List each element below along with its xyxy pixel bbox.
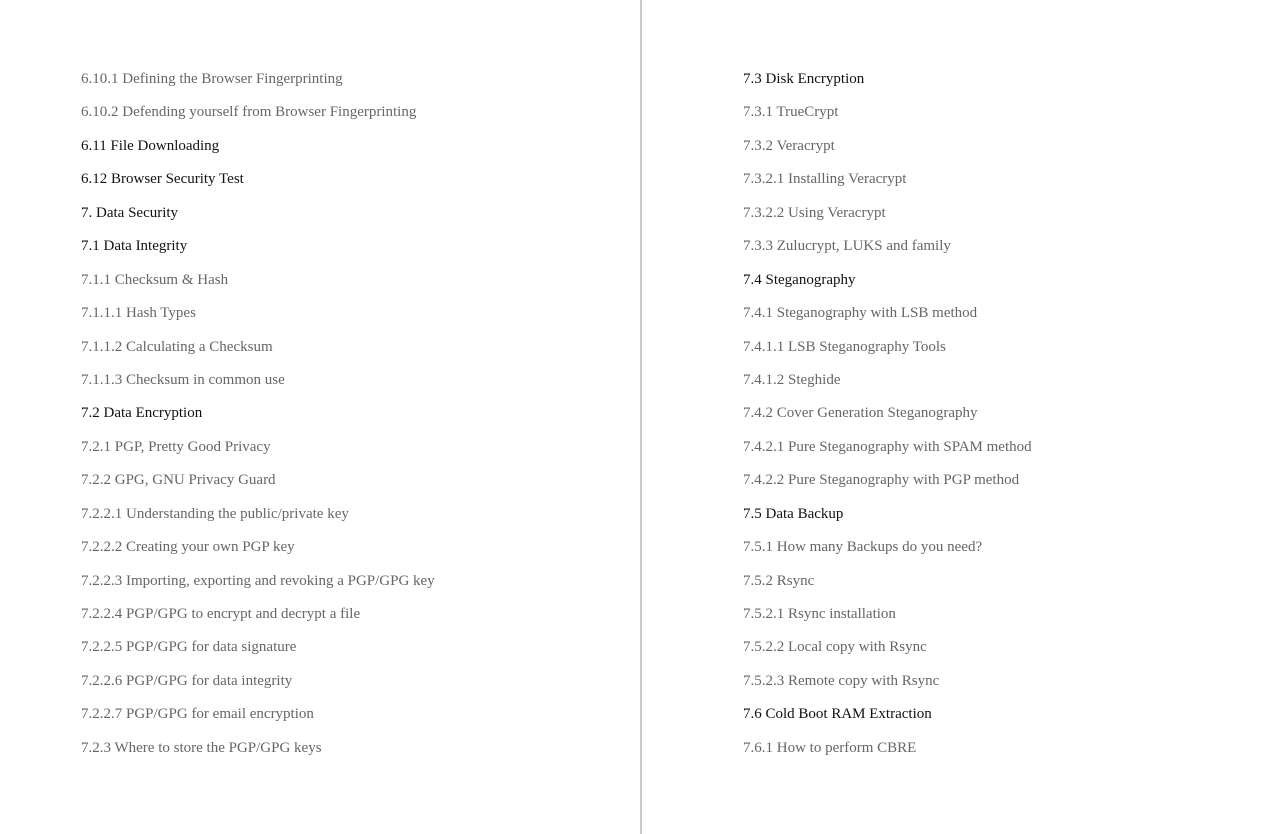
toc-subsection-entry[interactable]: 7.6.1 How to perform CBRE bbox=[743, 739, 917, 756]
toc-subsection-entry[interactable]: 7.2.2.2 Creating your own PGP key bbox=[81, 539, 295, 556]
toc-subsection-entry[interactable]: 7.3.1 TrueCrypt bbox=[743, 104, 839, 121]
toc-section-heading[interactable]: 6.12 Browser Security Test bbox=[81, 171, 244, 188]
page-divider bbox=[640, 0, 642, 834]
toc-left-column bbox=[81, 66, 621, 768]
toc-subsection-entry[interactable]: 7.4.2.1 Pure Steganography with SPAM method bbox=[743, 438, 1032, 455]
toc-subsection-entry[interactable]: 7.4.1 Steganography with LSB method bbox=[743, 305, 978, 322]
toc-subsection-entry[interactable]: 6.10.2 Defending yourself from Browser Fingerprinting bbox=[81, 104, 417, 121]
toc-section-heading[interactable]: 7. Data Security bbox=[81, 204, 179, 221]
toc-subsection-entry[interactable]: 7.2.2.6 PGP/GPG for data integrity bbox=[81, 672, 293, 689]
toc-section-heading[interactable]: 7.2 Data Encryption bbox=[81, 405, 203, 422]
toc-subsection-entry[interactable]: 7.3.2.1 Installing Veracrypt bbox=[743, 171, 907, 188]
toc-subsection-entry[interactable]: 7.2.2.7 PGP/GPG for email encryption bbox=[81, 706, 314, 723]
toc-section-heading[interactable]: 7.6 Cold Boot RAM Extraction bbox=[743, 706, 932, 723]
toc-section-heading[interactable]: 7.4 Steganography bbox=[743, 271, 856, 288]
toc-section-heading[interactable]: 7.3 Disk Encryption bbox=[743, 71, 865, 87]
toc-subsection-entry[interactable]: 7.1.1 Checksum & Hash bbox=[81, 271, 229, 288]
toc-subsection-entry[interactable]: 7.2.2.4 PGP/GPG to encrypt and decrypt a file bbox=[81, 606, 361, 622]
toc-subsection-entry[interactable]: 7.2.2.3 Importing, exporting and revoking a PGP/GPG key bbox=[81, 572, 435, 589]
toc-section-heading[interactable]: 7.1 Data Integrity bbox=[81, 238, 188, 255]
toc-subsection-entry[interactable]: 7.1.1.1 Hash Types bbox=[81, 305, 196, 322]
toc-subsection-entry[interactable]: 7.4.2 Cover Generation Steganography bbox=[743, 405, 978, 422]
toc-subsection-entry[interactable]: 7.5.2.1 Rsync installation bbox=[743, 606, 896, 622]
toc-subsection-entry[interactable]: 7.4.1.2 Steghide bbox=[743, 371, 841, 388]
toc-subsection-entry[interactable]: 7.3.2 Veracrypt bbox=[743, 137, 835, 154]
toc-subsection-entry[interactable]: 7.5.2 Rsync bbox=[743, 572, 815, 589]
toc-subsection-entry[interactable]: 7.2.1 PGP, Pretty Good Privacy bbox=[81, 438, 271, 455]
toc-subsection-entry[interactable]: 7.2.3 Where to store the PGP/GPG keys bbox=[81, 739, 322, 756]
toc-subsection-entry[interactable]: 7.5.2.2 Local copy with Rsync bbox=[743, 639, 927, 656]
toc-section-heading[interactable]: 6.11 File Downloading bbox=[81, 137, 220, 154]
toc-subsection-entry[interactable]: 7.5.2.3 Remote copy with Rsync bbox=[743, 672, 940, 689]
toc-right-column bbox=[743, 66, 1263, 768]
toc-subsection-entry[interactable]: 7.1.1.2 Calculating a Checksum bbox=[81, 338, 273, 355]
toc-subsection-entry[interactable]: 6.10.1 Defining the Browser Fingerprinting bbox=[81, 71, 343, 87]
toc-section-heading[interactable]: 7.5 Data Backup bbox=[743, 505, 844, 522]
toc-subsection-entry[interactable]: 7.3.3 Zulucrypt, LUKS and family bbox=[743, 238, 951, 255]
toc-subsection-entry[interactable]: 7.1.1.3 Checksum in common use bbox=[81, 371, 285, 388]
toc-subsection-entry[interactable]: 7.5.1 How many Backups do you need? bbox=[743, 539, 983, 556]
toc-subsection-entry[interactable]: 7.2.2.5 PGP/GPG for data signature bbox=[81, 639, 297, 656]
toc-subsection-entry[interactable]: 7.2.2 GPG, GNU Privacy Guard bbox=[81, 472, 276, 489]
toc-subsection-entry[interactable]: 7.3.2.2 Using Veracrypt bbox=[743, 204, 886, 221]
toc-subsection-entry[interactable]: 7.4.2.2 Pure Steganography with PGP method bbox=[743, 472, 1020, 489]
toc-subsection-entry[interactable]: 7.4.1.1 LSB Steganography Tools bbox=[743, 338, 946, 355]
toc-subsection-entry[interactable]: 7.2.2.1 Understanding the public/private key bbox=[81, 505, 349, 522]
